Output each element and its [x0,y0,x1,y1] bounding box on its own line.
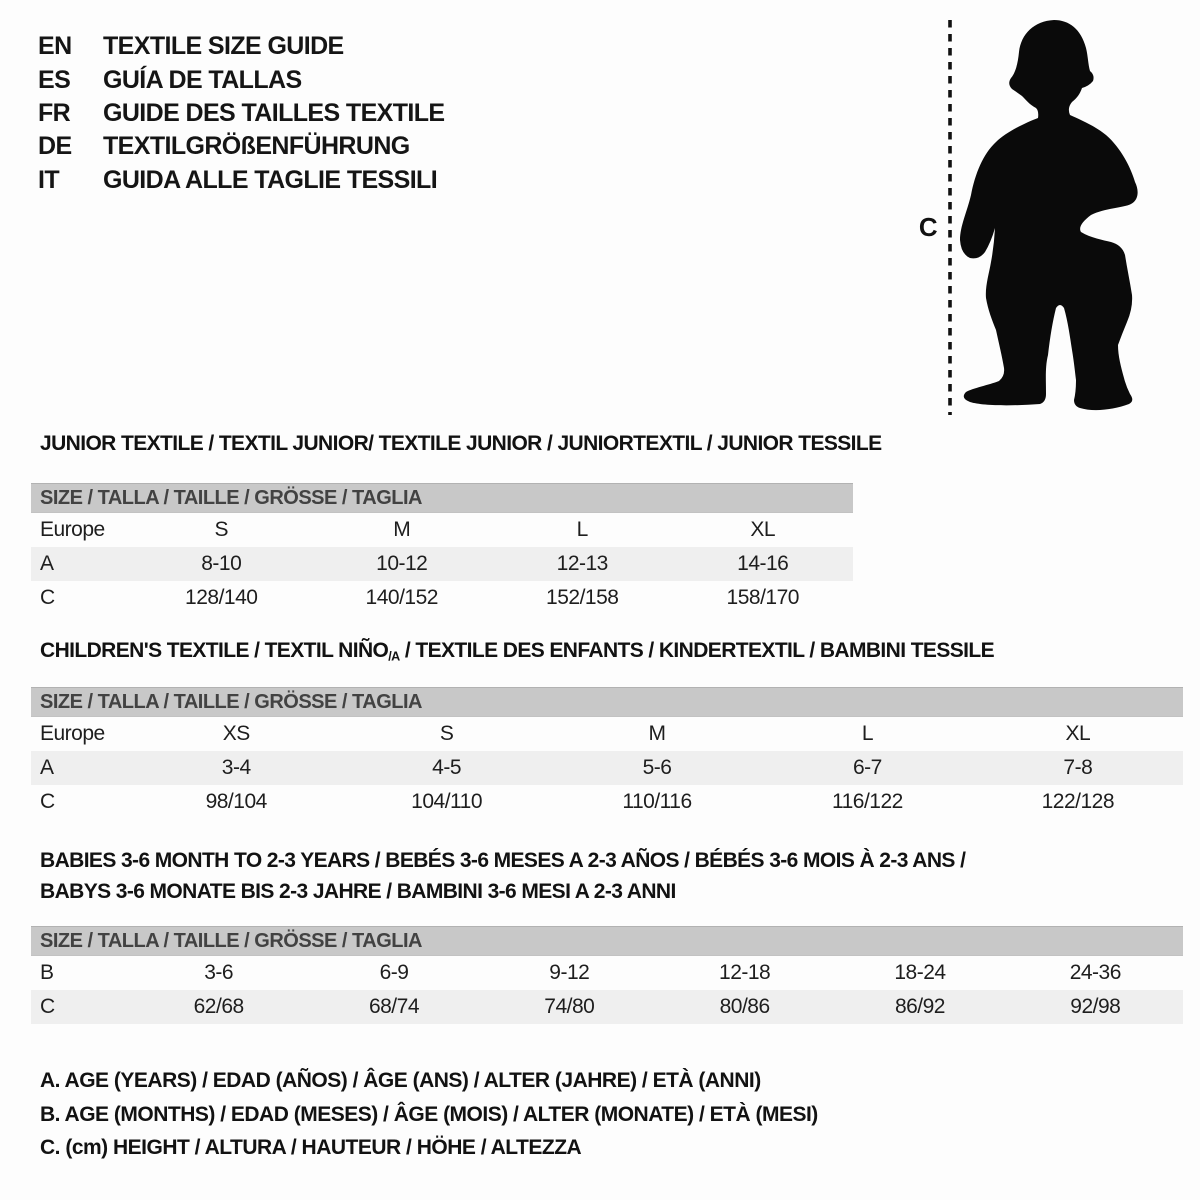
language-code: IT [38,165,60,194]
legend-line-c: C. (cm) HEIGHT / ALTURA / HAUTEUR / HÖHE / ALTEZZA [40,1136,582,1159]
children-size-table [31,687,1183,819]
row-label: B [40,961,54,984]
row-label: Europe [40,722,105,745]
table-cell: 116/122 [831,790,903,813]
language-code: ES [38,65,71,94]
row-label: A [40,552,54,575]
row-label: C [40,995,55,1018]
table-cell: 110/116 [622,790,692,813]
table-cell: 128/140 [185,586,258,609]
language-row-es [38,63,445,96]
table-row-c [31,785,1183,819]
table-cell: M [393,518,411,541]
table-cell: 9-12 [549,961,590,984]
table-cell: 24-36 [1069,961,1121,984]
children-section-heading [40,639,994,664]
table-cell: 8-10 [201,552,242,575]
language-code: EN [38,32,72,61]
table-cell: 18-24 [894,961,946,984]
row-label: A [40,756,54,779]
size-header-row: SIZE / TALLA / TAILLE / GRÖSSE / TAGLIA [31,687,1183,717]
legend-line-a: A. AGE (YEARS) / EDAD (AÑOS) / ÂGE (ANS) / ALTER (JAHRE) / ETÀ (ANNI) [40,1069,761,1092]
babies-section-heading [40,845,965,907]
table-row-a [31,751,1183,785]
table-cell: 152/158 [546,586,619,609]
table-cell: 4-5 [432,756,462,779]
children-heading-pre: CHILDREN'S TEXTILE / TEXTIL NIÑO [40,639,389,662]
language-row-de [38,130,445,163]
table-row-c [31,581,853,615]
table-cell: 158/170 [726,586,799,609]
table-cell: XS [222,722,250,745]
language-label: GUIDA ALLE TAGLIE TESSILI [103,165,438,194]
language-row-en [38,30,445,63]
table-cell: 140/152 [365,586,438,609]
language-row-it [38,164,445,197]
legend [40,1064,818,1165]
size-header-row: SIZE / TALLA / TAILLE / GRÖSSE / TAGLIA [31,926,1183,956]
table-cell: 7-8 [1063,756,1093,779]
toddler-silhouette-figure [913,12,1145,420]
table-cell: 3-6 [204,961,234,984]
language-label: GUÍA DE TALLAS [103,65,302,94]
table-cell: L [861,722,874,745]
language-label: GUIDE DES TAILLES TEXTILE [103,98,445,127]
language-code: FR [38,98,71,127]
table-cell: S [439,722,454,745]
language-label: TEXTILGRÖßENFÜHRUNG [103,132,410,161]
row-label: C [40,790,55,813]
table-row-b [31,956,1183,990]
table-cell: 92/98 [1070,995,1121,1018]
table-cell: S [214,518,228,541]
table-row-c [31,990,1183,1024]
table-cell: 6-9 [379,961,409,984]
table-cell: 14-16 [737,552,789,575]
language-code: DE [38,132,72,161]
legend-line-b: B. AGE (MONTHS) / EDAD (MESES) / ÂGE (MOIS) / ALTER (MONATE) / ETÀ (MESI) [40,1102,818,1126]
babies-heading-line1: BABIES 3-6 MONTH TO 2-3 YEARS / BEBÉS 3-6 MESES A 2-3 AÑOS / BÉBÉS 3-6 MOIS À 2-3 ANS / [40,849,966,872]
junior-section-heading: JUNIOR TEXTILE / TEXTIL JUNIOR/ TEXTILE JUNIOR / JUNIORTEXTIL / JUNIOR TESSILE [40,432,882,455]
children-heading-sub: /A [388,649,400,664]
language-label: TEXTILE SIZE GUIDE [103,32,344,61]
row-label: Europe [40,518,105,541]
table-cell: 62/68 [193,995,244,1018]
table-cell: 104/110 [411,790,483,813]
language-list [38,30,445,197]
table-cell: XL [750,518,776,541]
table-row-a [31,547,853,581]
table-cell: 12-13 [556,552,608,575]
table-cell: 98/104 [205,790,267,813]
table-cell: L [576,518,588,541]
measure-label-c: C [918,212,938,242]
table-cell: 80/86 [719,995,770,1018]
table-cell: 12-18 [719,961,771,984]
junior-size-table [31,483,853,615]
table-cell: 68/74 [368,995,420,1018]
toddler-silhouette [960,20,1138,410]
table-cell: 86/92 [894,995,945,1018]
babies-size-table [31,926,1183,1024]
table-cell: 3-4 [221,756,251,779]
babies-heading-line2: BABYS 3-6 MONATE BIS 2-3 JAHRE / BAMBINI 3-6 MESI A 2-3 ANNI [40,880,676,903]
table-row-europe [31,717,1183,751]
children-heading-post: / TEXTILE DES ENFANTS / KINDERTEXTIL / BAMBINI TESSILE [399,639,995,662]
table-row-europe [31,513,853,547]
size-header-row: SIZE / TALLA / TAILLE / GRÖSSE / TAGLIA [31,483,853,513]
language-row-fr [38,97,445,130]
table-cell: 6-7 [852,756,882,779]
table-cell: 5-6 [642,756,672,779]
table-cell: M [648,722,666,745]
table-cell: 10-12 [376,552,428,575]
table-cell: 74/80 [544,995,595,1018]
table-cell: 122/128 [1041,790,1115,813]
table-cell: XL [1065,722,1091,745]
row-label: C [40,586,55,609]
